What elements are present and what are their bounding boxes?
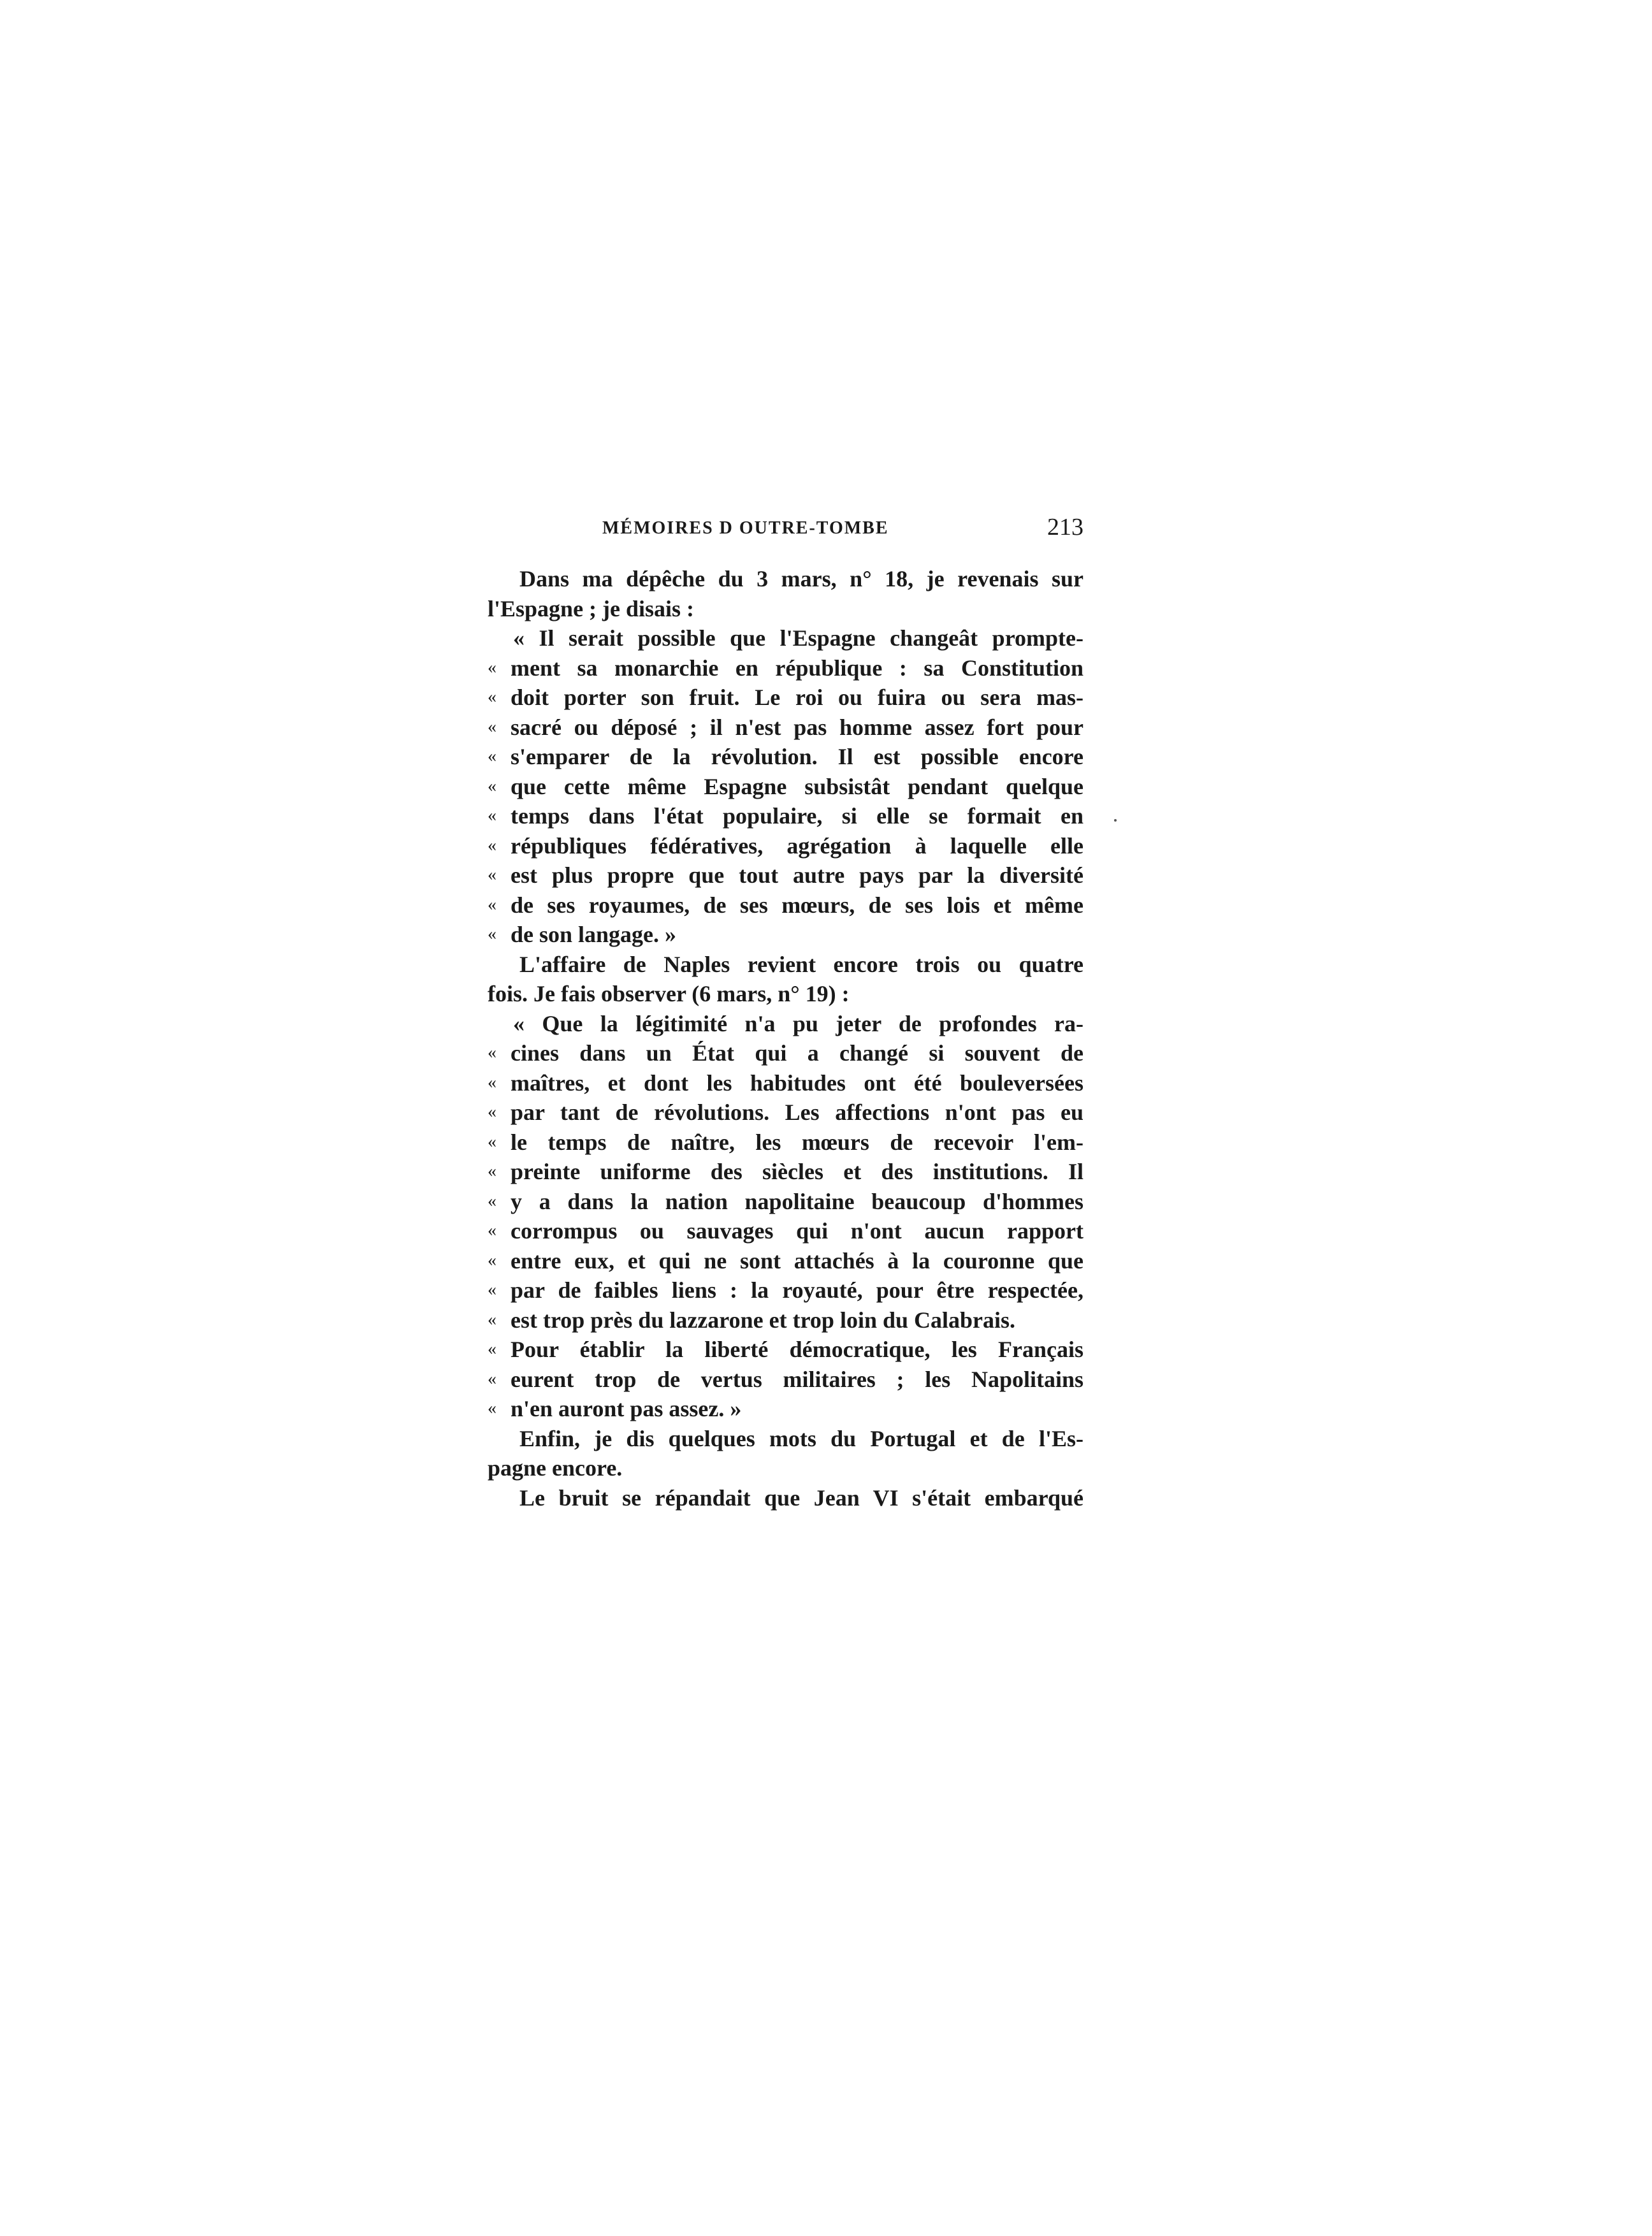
line-text: preinte uniforme des siècles et des institutions. Il [511,1159,1083,1184]
line-text: maîtres, et dont les habitudes ont été bouleversées [511,1070,1083,1096]
page-header [488,513,1083,551]
text-line [488,772,1083,801]
text-line [488,564,1083,593]
line-text: que cette même Espagne subsistât pendant quelque [511,773,1083,799]
line-text: par tant de révolutions. Les affections n'ont pas eu [511,1100,1083,1125]
line-text: ment sa monarchie en république : sa Constitution [511,655,1083,681]
text-line [488,1216,1083,1245]
guillemet-marker: « [488,716,496,737]
text-line [488,979,1083,1008]
line-text: s'emparer de la révolution. Il est possible encore [511,744,1083,769]
text-line [488,1009,1083,1038]
line-text: est plus propre que tout autre pays par la diversité [511,862,1083,888]
text-line [488,1275,1083,1305]
text-line [488,653,1083,683]
guillemet-marker: « [488,835,496,855]
guillemet-marker: « [488,894,496,915]
text-line [488,920,1083,949]
line-text: L'affaire de Naples revient encore trois ou quatre [519,951,1083,977]
line-text: de son langage. » [511,922,677,947]
line-text: doit porter son fruit. Le roi ou fuira ou sera mas- [511,685,1083,710]
text-line [488,801,1083,831]
text-line [488,1068,1083,1098]
text-line [488,1424,1083,1453]
page-number: 213 [1047,514,1083,541]
line-text: eurent trop de vertus militaires ; les Napolitains [511,1366,1083,1392]
guillemet-marker: « [488,1131,496,1152]
text-line [488,890,1083,920]
guillemet-marker: « [488,1191,496,1211]
guillemet-marker: « [488,1280,496,1300]
text-line [488,831,1083,860]
line-text: de ses royaumes, de ses mœurs, de ses lois et même [511,892,1083,918]
text-line [488,1365,1083,1394]
line-text: entre eux, et qui ne sont attachés à la couronne que [511,1247,1083,1274]
guillemet-marker: « [488,1398,496,1418]
guillemet-marker: « [488,1221,496,1240]
line-text: « Il serait possible que l'Espagne changeât prompte- [513,625,1083,651]
line-text: est trop près du lazzarone et trop loin du Calabrais. [511,1307,1016,1333]
line-text: par de faibles liens : la royauté, pour être respectée, [511,1277,1083,1303]
line-text: Pour établir la liberté démocratique, les Français [511,1337,1083,1362]
guillemet-marker: « [488,1161,496,1181]
line-text: cines dans un État qui a changé si souvent de [511,1040,1083,1066]
text-line [488,1335,1083,1364]
guillemet-marker: « [488,1102,496,1122]
guillemet-marker: « [488,746,496,766]
body-text [488,564,1083,1533]
text-line [488,1305,1083,1335]
text-line [488,742,1083,771]
line-text: temps dans l'état populaire, si elle se formait en [511,803,1083,829]
text-line [488,1128,1083,1157]
guillemet-marker: « [488,687,496,707]
guillemet-marker: « [488,924,496,944]
text-line [488,1157,1083,1186]
text-line [488,1038,1083,1068]
line-text: pagne encore. [488,1455,623,1481]
text-line [488,1187,1083,1216]
line-text: « Que la légitimité n'a pu jeter de profondes ra- [513,1010,1083,1036]
guillemet-marker: « [488,1250,496,1270]
print-speck [1114,819,1117,822]
line-text: sacré ou déposé ; il n'est pas homme assez fort pour [511,714,1083,740]
text-line [488,1246,1083,1275]
line-text: le temps de naître, les mœurs de recevoir l'em- [511,1129,1083,1155]
guillemet-marker: « [488,1368,496,1389]
line-text: Enfin, je dis quelques mots du Portugal et de l'Es- [519,1425,1083,1451]
text-line [488,1483,1083,1513]
guillemet-marker: « [488,1309,496,1330]
text-line [488,1394,1083,1423]
line-text: corrompus ou sauvages qui n'ont aucun rapport [511,1218,1083,1244]
text-line [488,594,1083,623]
text-line [488,1453,1083,1483]
text-line [488,683,1083,712]
line-text: l'Espagne ; je disais : [488,595,695,621]
text-line [488,623,1083,653]
text-line [488,860,1083,890]
guillemet-marker: « [488,776,496,796]
line-text: n'en auront pas assez. » [511,1396,742,1421]
running-title: MÉMOIRES D OUTRE-TOMBE [602,518,889,538]
guillemet-marker: « [488,1043,496,1063]
guillemet-marker: « [488,1339,496,1359]
guillemet-marker: « [488,657,496,678]
text-line [488,950,1083,979]
text-line [488,1098,1083,1127]
line-text: y a dans la nation napolitaine beaucoup d'hommes [511,1188,1083,1214]
guillemet-marker: « [488,1072,496,1093]
guillemet-marker: « [488,865,496,885]
guillemet-marker: « [488,806,496,825]
line-text: républiques fédératives, agrégation à laquelle elle [511,832,1083,859]
line-text: fois. Je fais observer (6 mars, n° 19) : [488,981,850,1006]
text-line [488,713,1083,742]
line-text: Dans ma dépêche du 3 mars, n° 18, je revenais sur [519,566,1083,592]
line-text: Le bruit se répandait que Jean VI s'était embarqué [519,1485,1083,1511]
